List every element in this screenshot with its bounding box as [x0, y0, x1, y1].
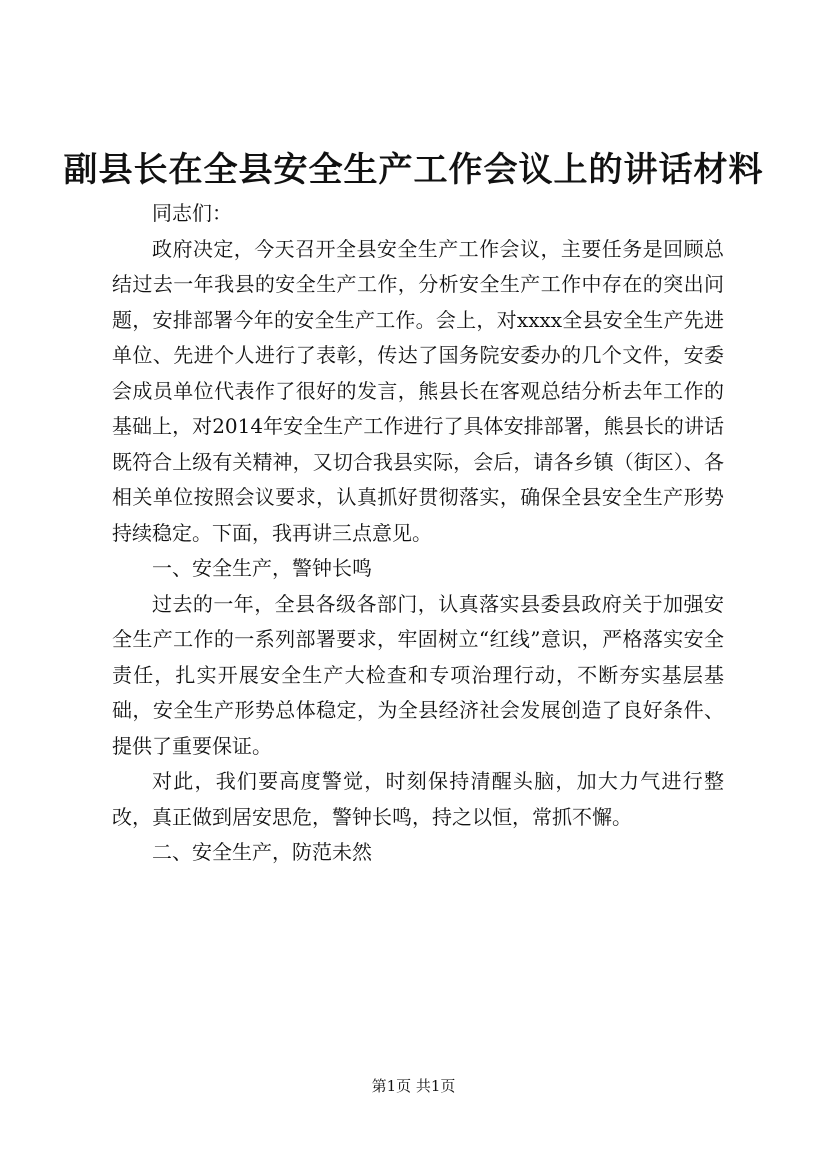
body-paragraph: 过去的一年，全县各级各部门，认真落实县委县政府关于加强安全生产工作的一系列部署要求，牢固树立“红线”意识，严格落实安全责任，扎实开展安全生产大检查和专项治理行动，不断夯实基层基础，安全生产形势总体稳定，为全县经济社会发展创造了良好条件、提供了重要保证。 [112, 591, 724, 758]
section-heading: 一、安全生产，警钟长鸣 [152, 556, 372, 580]
document-title: 副县长在全县安全生产工作会议上的讲话材料 [63, 150, 764, 190]
section-heading: 二、安全生产，防范未然 [152, 840, 372, 864]
body-paragraph: 政府决定，今天召开全县安全生产工作会议，主要任务是回顾总结过去一年我县的安全生产工作，分析安全生产工作中存在的突出问题，安排部署今年的安全生产工作。会上，对xxxx全县安全生产先进单位、先进个人进行了表彰，传达了国务院安委办的几个文件，安委会成员单位代表作了很好的发言，熊县长在客观总结分析去年工作的基础上，对2014年安全生产工作进行了具体安排部署，熊县长的讲话既符合上级有关精神，又切合我县实际，会后，请各乡镇（街区）、各相关单位按照会议要求，认真抓好贯彻落实，确保全县安全生产形势持续稳定。下面，我再讲三点意见。 [112, 236, 724, 545]
salutation-paragraph: 同志们： [152, 201, 232, 225]
document-body [112, 196, 724, 871]
page-footer [0, 1076, 827, 1096]
page-number-label: 第1页 共1页 [371, 1077, 456, 1095]
body-paragraph: 对此，我们要高度警觉，时刻保持清醒头脑，加大力气进行整改，真正做到居安思危，警钟长鸣，持之以恒，常抓不懈。 [112, 769, 724, 829]
